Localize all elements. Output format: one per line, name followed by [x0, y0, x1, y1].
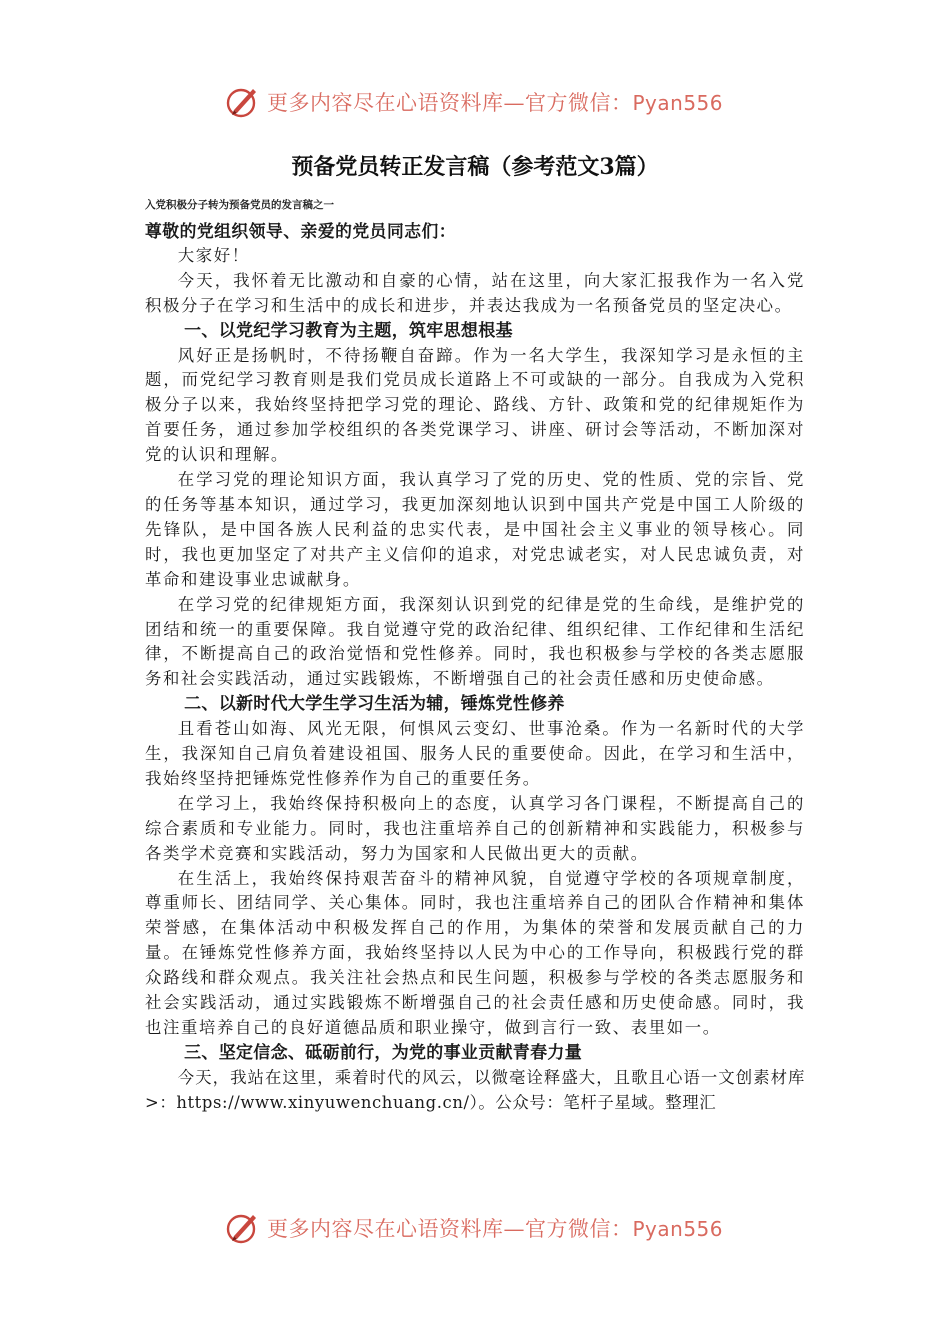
section-heading: 三、坚定信念、砥砺前行，为党的事业贡献青春力量 [184, 1042, 582, 1063]
document-subtitle: 入党积极分子转为预备党员的发言稿之一 [145, 199, 334, 211]
section-heading: 二、以新时代大学生学习生活为辅，锤炼党性修养 [184, 694, 565, 715]
banner-text: 更多内容尽在心语资料库—官方微信：Pyan556 [267, 91, 724, 115]
greeting-line: 尊敬的党组织领导、亲爱的党员同志们： [145, 221, 457, 241]
body-paragraph: 在生活上，我始终保持艰苦奋斗的精神风貌，自觉遵守学校的各项规章制度，尊重师长、团结同学、关心集体。同时，我也注重培养自己的团队合作精神和集体荣誉感，在集体活动中积极发挥自己的作用，为集体的荣誉和发展贡献自己的力量。在锤炼党性修养方面，我始终坚持以人民为中心的工作导向，积极践行党的群众路线和群众观点。我关注社会热点和民生问题，积极参与学校的各类志愿服务和社会实践活动，通过实践锻炼不断增强自己的社会责任感和历史使命感。同时，我也注重培养自己的良好道德品质和职业操守，做到言行一致、表里如一。 [145, 868, 805, 1037]
body-paragraph: 在学习党的理论知识方面，我认真学习了党的历史、党的性质、党的宗旨、党的任务等基本知识，通过学习，我更加深刻地认识到中国共产党是中国工人阶级的先锋队，是中国各族人民利益的忠实代表，是中国社会主义事业的领导核心。同时，我也更加坚定了对共产主义信仰的追求，对党忠诚老实，对人民忠诚负责，对革命和建设事业忠诚献身。 [145, 470, 805, 589]
document-title: 预备党员转正发言稿（参考范文3篇） [291, 154, 659, 180]
body-paragraph: 在学习党的纪律规矩方面，我深刻认识到党的纪律是党的生命线，是维护党的团结和统一的重要保障。我自觉遵守党的政治纪律、组织纪律、工作纪律和生活纪律，不断提高自己的政治觉悟和党性修养。同时，我也积极参与学校的各类志愿服务和社会实践活动，通过实践锻炼，不断增强自己的社会责任感和历史使命感。 [145, 594, 805, 689]
body-paragraph: 在学习上，我始终保持积极向上的态度，认真学习各门课程，不断提高自己的综合素质和专业能力。同时，我也注重培养自己的创新精神和实践能力，积极参与各类学术竞赛和实践活动，努力为国家和人民做出更大的贡献。 [145, 793, 805, 863]
body-paragraph: 大家好！ [177, 245, 250, 265]
body-paragraph: 今天，我站在这里，乘着时代的风云，以微毫诠释盛大，且歌且心语一文创素材库>：https://www.xinyuwenchuang.cn/）。公众号：笔杆子星域。整理汇 [145, 1067, 805, 1112]
body-paragraph: 且看苍山如海、风光无限，何惧风云变幻、世事沧桑。作为一名新时代的大学生，我深知自己肩负着建设祖国、服务人民的重要使命。因此，在学习和生活中，我始终坚持把锤炼党性修养作为自己的重要任务。 [145, 719, 805, 788]
pen-circle-logo-icon [225, 1210, 261, 1246]
header-watermark-banner [225, 82, 725, 122]
section-heading: 一、以党纪学习教育为主题，筑牢思想根基 [184, 320, 513, 341]
pen-circle-logo-icon [225, 84, 261, 120]
footer-watermark-banner [225, 1208, 725, 1248]
banner-wechat-id: Pyan556 [632, 91, 724, 115]
document-body [145, 219, 805, 1116]
banner-text: 更多内容尽在心语资料库—官方微信：Pyan556 [267, 1217, 724, 1241]
body-paragraph: 今天，我怀着无比激动和自豪的心情，站在这里，向大家汇报我作为一名入党积极分子在学习和生活中的成长和进步，并表达我成为一名预备党员的坚定决心。 [145, 270, 805, 315]
banner-wechat-id: Pyan556 [632, 1217, 724, 1241]
body-paragraph: 风好正是扬帆时，不待扬鞭自奋蹄。作为一名大学生，我深知学习是永恒的主题，而党纪学习教育则是我们党员成长道路上不可或缺的一部分。自我成为入党积极分子以来，我始终坚持把学习党的理论、路线、方针、政策和党的纪律规矩作为首要任务，通过参加学校组织的各类党课学习、讲座、研讨会等活动，不断加深对党的认识和理解。 [145, 345, 805, 465]
